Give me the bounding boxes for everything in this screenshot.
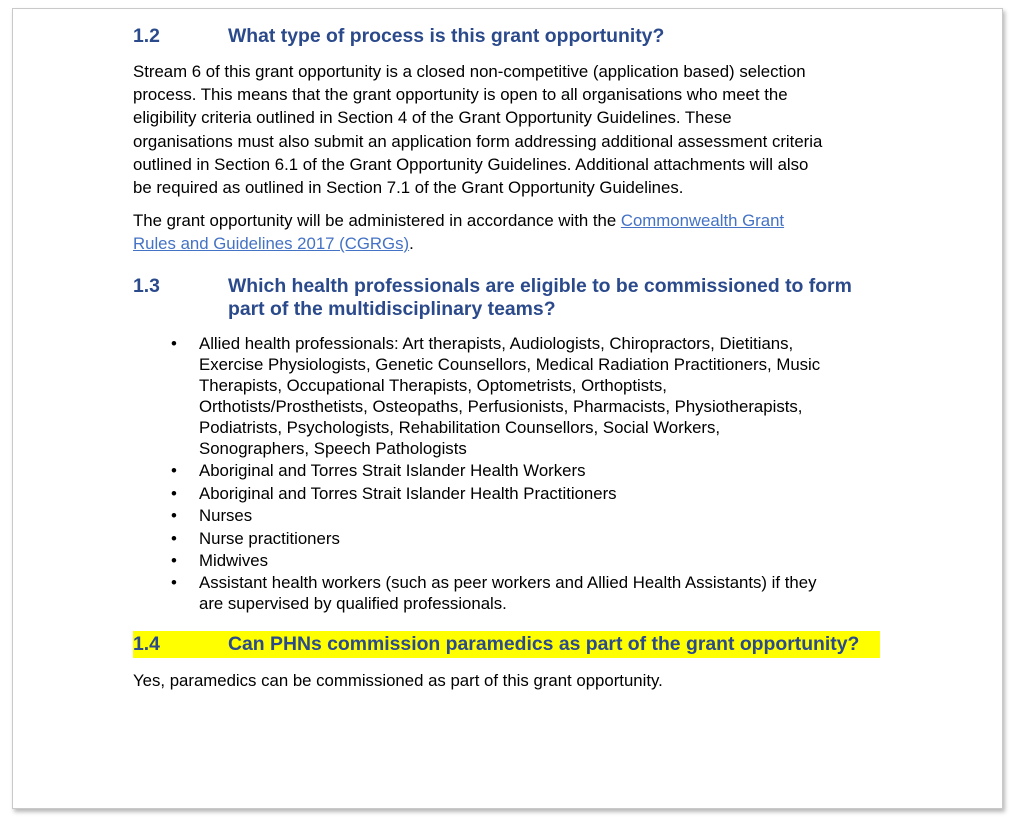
section-1-3-number: 1.3 (133, 275, 160, 297)
list-item (133, 572, 893, 614)
paragraph-line: organisations must also submit an application form addressing additional assessment criteria (133, 131, 823, 151)
bullet-icon: • (171, 334, 177, 353)
section-1-3-heading (133, 275, 888, 321)
section-1-4-answer: Yes, paramedics can be commissioned as part of this grant opportunity. (133, 671, 663, 690)
paragraph-text: . (409, 234, 414, 254)
list-item (133, 528, 893, 549)
list-item-line: Sonographers, Speech Pathologists (199, 439, 467, 458)
list-item-line: Therapists, Occupational Therapists, Optometrists, Orthoptists, (199, 376, 667, 395)
section-1-4-heading (133, 633, 859, 656)
paragraph-line: process. This means that the grant opportunity is open to all organisations who meet the (133, 85, 788, 105)
section-1-2-paragraph-1 (133, 60, 893, 199)
list-item (133, 483, 893, 504)
list-item-line: Orthotists/Prosthetists, Osteopaths, Perfusionists, Pharmacists, Physiotherapists, (199, 397, 803, 416)
section-1-2-heading (133, 25, 888, 48)
bullet-icon: • (171, 573, 177, 593)
paragraph-line: be required as outlined in Section 7.1 of the Grant Opportunity Guidelines. (133, 178, 684, 198)
list-item (133, 460, 893, 481)
section-1-2-paragraph-2 (133, 209, 893, 255)
section-1-2-title: What type of process is this grant opportunity? (228, 25, 665, 47)
section-1-4-title: Can PHNs commission paramedics as part of the grant opportunity? (228, 633, 860, 655)
section-1-3-title (228, 275, 888, 321)
list-item-line: Midwives (199, 550, 269, 570)
bullet-icon: • (171, 461, 177, 481)
cgrgs-link-part-1[interactable]: Commonwealth Grant (620, 211, 785, 230)
list-item-line: Exercise Physiologists, Genetic Counsellors, Medical Radiation Practitioners, Music (199, 355, 821, 374)
list-item-line: Aboriginal and Torres Strait Islander Health Practitioners (199, 483, 617, 503)
bullet-icon: • (171, 550, 177, 570)
list-item-line: Nurses (199, 506, 253, 526)
bullet-icon: • (171, 528, 177, 548)
list-item (133, 550, 893, 571)
paragraph-line (133, 232, 893, 255)
bullet-icon: • (171, 506, 177, 526)
bullet-icon: • (171, 483, 177, 503)
paragraph-line: outlined in Section 6.1 of the Grant Opportunity Guidelines. Additional attachments will also (133, 154, 809, 174)
heading-line: Which health professionals are eligible to be commissioned to form (228, 275, 852, 297)
eligible-professionals-list (133, 333, 893, 616)
list-item (133, 505, 893, 526)
list-item-line: Podiatrists, Psychologists, Rehabilitation Counsellors, Social Workers, (199, 418, 721, 437)
section-1-4-number: 1.4 (133, 633, 228, 656)
cgrgs-link-part-2[interactable]: Rules and Guidelines 2017 (CGRGs) (133, 234, 410, 254)
list-item-line: Nurse practitioners (199, 528, 340, 548)
list-item-line: Allied health professionals: Art therapists, Audiologists, Chiropractors, Dietitians, (199, 334, 794, 353)
paragraph-text: The grant opportunity will be administered in accordance with the (133, 211, 621, 230)
paragraph-line (133, 209, 893, 232)
heading-line: part of the multidisciplinary teams? (228, 298, 556, 320)
document-page (12, 8, 1003, 809)
list-item-line: are supervised by qualified professionals. (199, 594, 507, 614)
section-1-2-number: 1.2 (133, 25, 160, 47)
list-item-line: Assistant health workers (such as peer workers and Allied Health Assistants) if they (199, 573, 817, 593)
paragraph-line: Stream 6 of this grant opportunity is a closed non-competitive (application based) selection (133, 62, 806, 81)
list-item-line: Aboriginal and Torres Strait Islander Health Workers (199, 461, 586, 481)
list-item (133, 333, 893, 459)
paragraph-line: eligibility criteria outlined in Section 4 of the Grant Opportunity Guidelines. These (133, 108, 732, 128)
